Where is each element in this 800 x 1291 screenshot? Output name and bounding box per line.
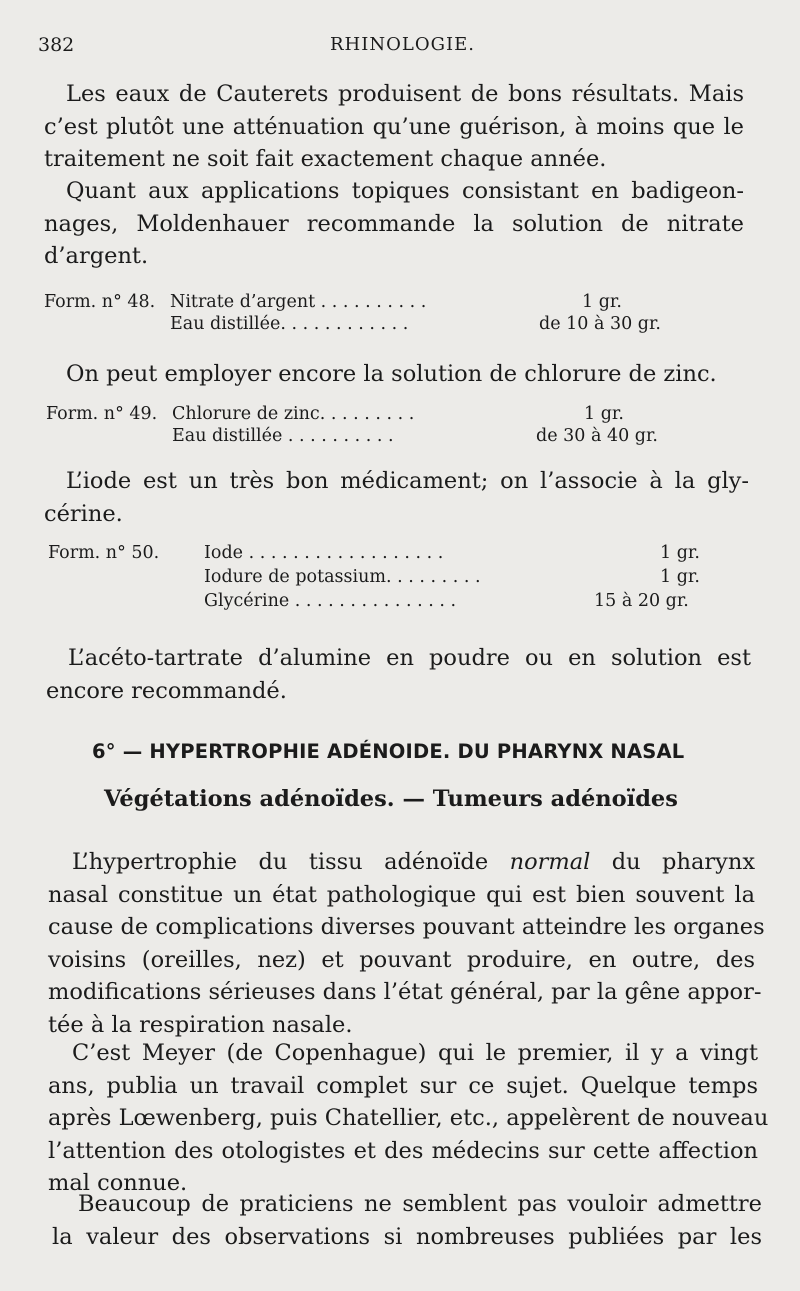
paragraph-practitioners	[52, 1188, 762, 1253]
paragraph-topical-applications	[44, 175, 744, 273]
text-line: cause de complications diverses pouvant atteindre les organes	[48, 914, 765, 940]
ingredient-name: Eau distillée. . . . . . . . . . . .	[170, 314, 409, 334]
ingredient-dose: 1 gr.	[660, 567, 700, 587]
ingredient-dose: 15 à 20 gr.	[594, 591, 689, 611]
formula-49	[46, 403, 706, 447]
text-line: cérine.	[44, 500, 123, 527]
paragraph-zinc-chloride	[44, 358, 744, 391]
text-line: c’est plutôt une atténuation qu’une guérison, à moins que le	[44, 113, 744, 140]
text-line: d’argent.	[44, 243, 149, 269]
text-segment: L’hypertrophie du tissu adénoïde	[72, 849, 489, 875]
text-line: modifications sérieuses dans l’état général, par la gêne appor-	[48, 979, 762, 1005]
paragraph-meyer	[48, 1037, 769, 1200]
text-line: mal connue.	[48, 1170, 188, 1196]
ingredient-dose: de 10 à 30 gr.	[539, 314, 661, 334]
text-line: tée à la respiration nasale.	[48, 1011, 353, 1038]
text-line: On peut employer encore la solution de chlorure de zinc.	[66, 361, 717, 387]
running-title: RHINOLOGIE.	[330, 34, 475, 55]
text-line: encore recommandé.	[46, 677, 287, 704]
text-line: Quant aux applications topiques consistant en badigeon-	[66, 178, 744, 204]
text-line: l’attention des otologistes et des médecins sur cette affection	[48, 1137, 758, 1164]
paragraph-cauterets	[44, 78, 744, 176]
formula-48	[44, 291, 704, 335]
text-line: C’est Meyer (de Copenhague) qui le premier, il y a vingt	[72, 1040, 758, 1066]
ingredient-name: Iodure de potassium. . . . . . . . .	[204, 567, 481, 587]
text-line: Beaucoup de praticiens ne semblent pas vouloir admettre	[78, 1191, 762, 1217]
text-segment: du pharynx	[611, 849, 756, 875]
ingredient-name: Nitrate d’argent . . . . . . . . . .	[170, 292, 427, 312]
paragraph-iodine	[44, 465, 749, 530]
text-line: la valeur des observations si nombreuses publiées par les	[52, 1223, 762, 1250]
ingredient-name: Eau distillée . . . . . . . . . .	[172, 426, 394, 446]
text-line: L’iode est un très bon médicament; on l’associe à la gly-	[66, 468, 749, 494]
section-subtitle: Végétations adénoïdes. — Tumeurs adénoïdes	[104, 786, 678, 812]
text-line: Les eaux de Cauterets produisent de bons résultats. Mais	[66, 81, 744, 107]
page-number: 382	[38, 34, 75, 56]
text-line: nasal constitue un état pathologique qui est bien souvent la	[48, 881, 755, 908]
ingredient-name: Iode . . . . . . . . . . . . . . . . . .	[204, 543, 444, 563]
text-line: voisins (oreilles, nez) et pouvant produire, en outre, des	[48, 946, 755, 973]
text-line: traitement ne soit fait exactement chaque année.	[44, 146, 607, 172]
emphasis-text: normal	[509, 849, 591, 875]
ingredient-dose: de 30 à 40 gr.	[536, 426, 658, 446]
paragraph-aceto-tartrate	[46, 642, 751, 707]
formula-50	[48, 542, 718, 614]
ingredient-dose: 1 gr.	[660, 543, 700, 563]
paragraph-hypertrophy	[48, 846, 765, 1041]
text-line: ans, publia un travail complet sur ce sujet. Quelque temps	[48, 1072, 758, 1099]
section-heading: 6° — HYPERTROPHIE ADÉNOIDE. DU PHARYNX NASAL	[92, 740, 685, 763]
text-line: nages, Moldenhauer recommande la solution de nitrate	[44, 210, 744, 237]
ingredient-dose: 1 gr.	[582, 292, 622, 312]
text-line: après Lœwenberg, puis Chatellier, etc., appelèrent de nouveau	[48, 1105, 769, 1131]
ingredient-name: Glycérine . . . . . . . . . . . . . . .	[204, 591, 457, 611]
ingredient-dose: 1 gr.	[584, 404, 624, 424]
ingredient-name: Chlorure de zinc. . . . . . . . .	[172, 404, 415, 424]
formula-label: Form. n° 49.	[46, 404, 158, 424]
text-line: L’acéto-tartrate d’alumine en poudre ou en solution est	[68, 645, 751, 671]
formula-label: Form. n° 48.	[44, 292, 156, 312]
formula-label: Form. n° 50.	[48, 543, 160, 563]
text-line	[48, 846, 755, 879]
